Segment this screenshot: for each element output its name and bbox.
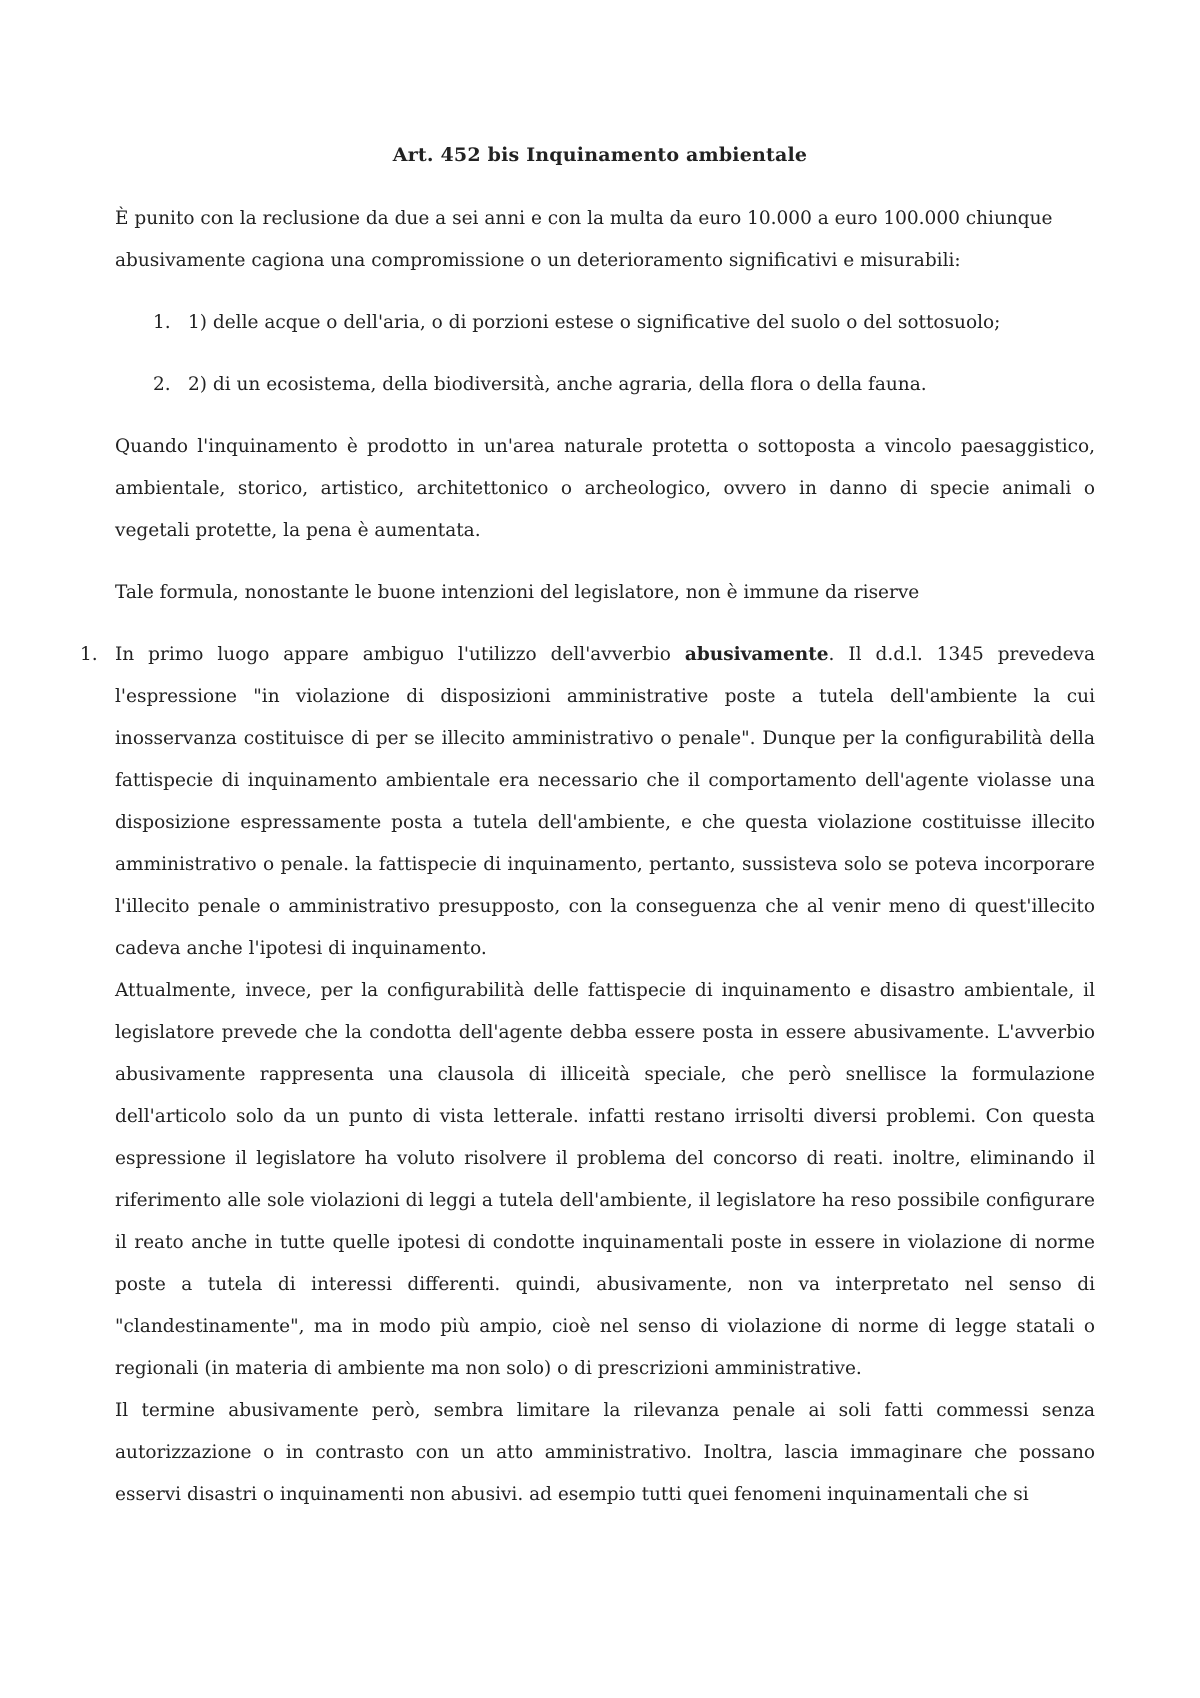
intro-paragraph: È punito con la reclusione da due a sei anni e con la multa da euro 10.000 a euro 100.000 chiunque abusivamente cagiona una compromissione o un deterioramento significativi e misurabili: xyxy=(115,208,1053,271)
bold-term: abusivamente xyxy=(684,644,829,665)
point-paragraph-1 xyxy=(115,634,1095,970)
commentary-point xyxy=(80,634,1095,1516)
text-run: . Il d.d.l. 1345 prevedeva l'espressione "in violazione di disposizioni amministrative poste a tutela dell'ambiente la cui inosservanza costituisce di per se illecito amministrativo o penale". Dunque per la configurabilità della fattispecie di inquinamento ambientale era necessario che il comportamento dell'agente violasse una disposizione espressamente posta a tutela dell'ambiente, e che questa violazione costituisse illecito amministrativo o penale. la fattispecie di inquinamento, pertanto, sussisteva solo se poteva incorporare l'illecito penale o amministrativo presupposto, con la conseguenza che al venir meno di quest'illecito cadeva anche l'ipotesi di inquinamento. xyxy=(115,644,1095,959)
page-title: Art. 452 bis Inquinamento ambientale xyxy=(392,144,808,166)
list-item xyxy=(115,364,1095,406)
pollution-sublist xyxy=(115,302,1095,406)
text-run: In primo luogo appare ambiguo l'utilizzo dell'avverbio xyxy=(115,644,685,665)
point-paragraph-3: Il termine abusivamente però, sembra limitare la rilevanza penale ai soli fatti commessi senza autorizzazione o in contrasto con un atto amministrativo. Inoltra, lascia immaginare che possano esservi disastri o inquinamenti non abusivi. ad esempio tutti quei fenomeni inquinamentali che si xyxy=(115,1400,1095,1505)
aggravating-paragraph: Quando l'inquinamento è prodotto in un'area naturale protetta o sottoposta a vincolo paesaggistico, ambientale, storico, artistico, architettonico o archeologico, ovvero in danno di specie animali o vegetali protette, la pena è aumentata. xyxy=(115,436,1095,541)
formula-paragraph: Tale formula, nonostante le buone intenzioni del legislatore, non è immune da riserve xyxy=(115,582,920,603)
list-item-text: 1) delle acque o dell'aria, o di porzioni estese o significative del suolo o del sottosuolo; xyxy=(188,312,1001,333)
list-item xyxy=(115,302,1095,344)
point-paragraph-2: Attualmente, invece, per la configurabilità delle fattispecie di inquinamento e disastro ambientale, il legislatore prevede che la condotta dell'agente debba essere posta in essere abusivamente. L'avverbio abusivamente rappresenta una clausola di illiceità speciale, che però snellisce la formulazione dell'articolo solo da un punto di vista letterale. infatti restano irrisolti diversi problemi. Con questa espressione il legislatore ha voluto risolvere il problema del concorso di reati. inoltre, eliminando il riferimento alle sole violazioni di leggi a tutela dell'ambiente, il legislatore ha reso possibile configurare il reato anche in tutte quelle ipotesi di condotte inquinamentali poste in essere in violazione di norme poste a tutela di interessi differenti. quindi, abusivamente, non va interpretato nel senso di "clandestinamente", ma in modo più ampio, cioè nel senso di violazione di norme di legge statali o regionali (in materia di ambiente ma non solo) o di prescrizioni amministrative. xyxy=(115,980,1095,1379)
document-body xyxy=(80,198,1095,1516)
list-item-text: 2) di un ecosistema, della biodiversità, anche agraria, della flora o della fauna. xyxy=(188,374,927,395)
list-number: 2. xyxy=(153,374,171,395)
list-number: 1. xyxy=(153,312,171,333)
point-number: 1. xyxy=(80,644,98,665)
